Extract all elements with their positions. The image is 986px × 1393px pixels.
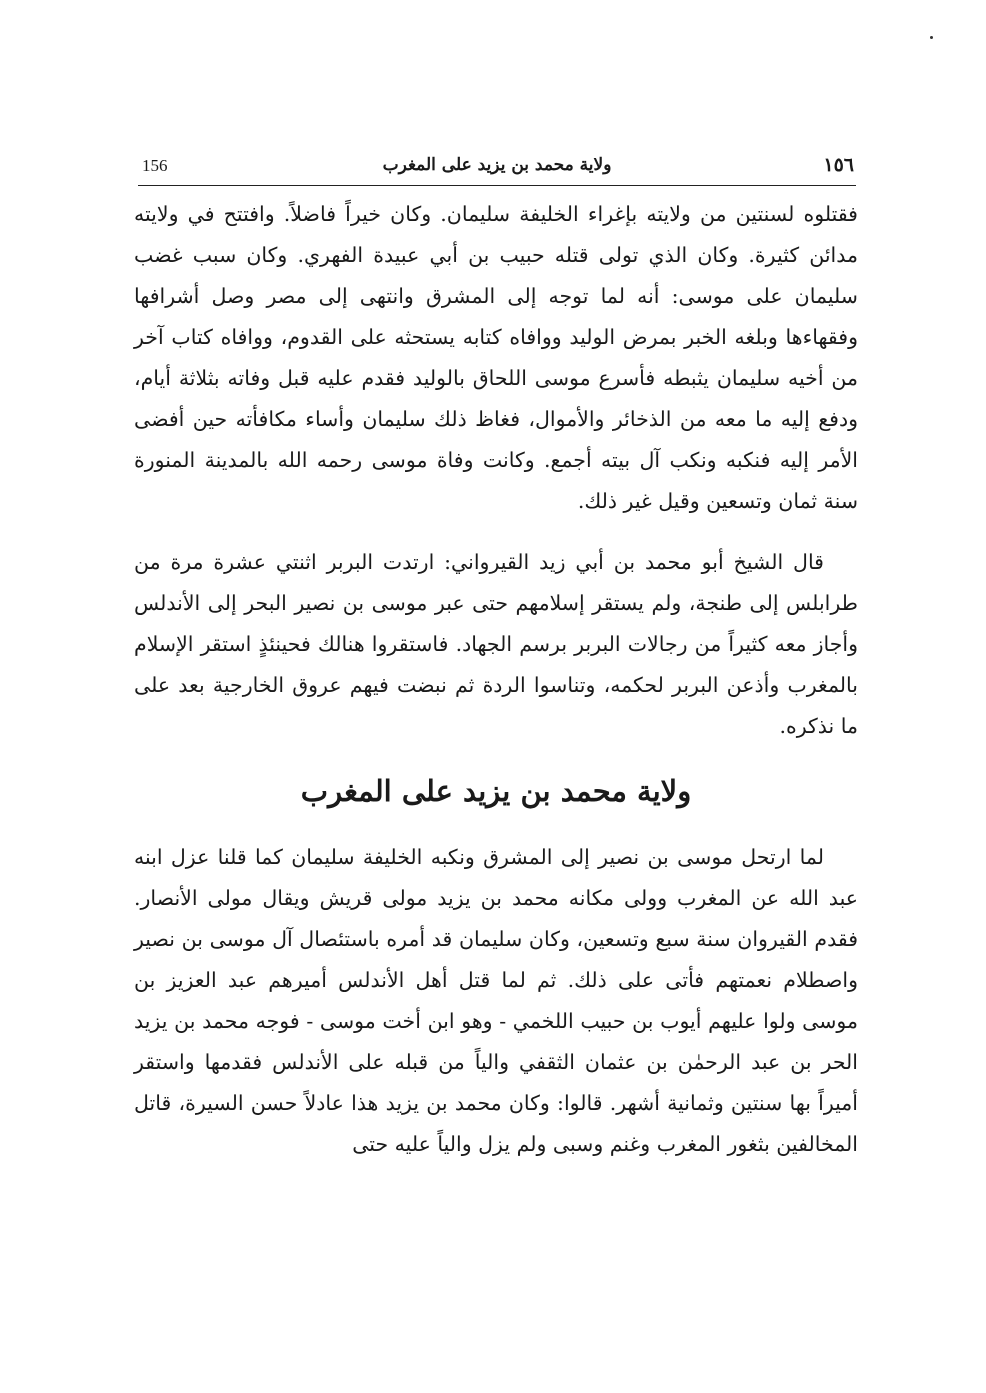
scan-speck <box>930 36 933 39</box>
page-header <box>138 152 856 186</box>
page-number-latin: 156 <box>142 156 168 175</box>
page-body <box>134 194 858 1165</box>
running-title: ولاية محمد بن يزيد على المغرب <box>382 155 612 175</box>
section-paragraph: لما ارتحل موسى بن نصير إلى المشرق ونكبه الخليفة سليمان كما قلنا عزل ابنه عبد الله عن المغرب وولى مكانه محمد بن يزيد مولى قريش ويقال مولى الأنصار. فقدم القيروان سنة سبع وتسعين، وكان سليمان قد أمره باستئصال آل موسى بن نصير واصطلام نعمتهم فأتى على ذلك. ثم لما قتل أهل الأندلس أميرهم عبد العزيز بن موسى ولوا عليهم أيوب بن حبيب اللخمي - وهو ابن أخت موسى - فوجه محمد بن يزيد الحر بن عبد الرحمٰن بن عثمان الثقفي والياً من قبله على الأندلس فقدمها واستقر أميراً بها سنتين وثمانية أشهر. قالوا: وكان محمد بن يزيد هذا عادلاً حسن السيرة، قاتل المخالفين بثغور المغرب وغنم وسبى ولم يزل والياً عليه حتى <box>134 845 858 1156</box>
page-number-arabic: ١٥٦ <box>823 154 854 176</box>
header-rule <box>138 185 856 186</box>
paragraph-2: قال الشيخ أبو محمد بن أبي زيد القيرواني: ارتدت البربر اثنتي عشرة مرة من طرابلس إلى طنجة، ولم يستقر إسلامهم حتى عبر موسى بن نصير البحر إلى الأندلس وأجاز معه كثيراً من رجالات البربر برسم الجهاد. فاستقروا هنالك فحينئذٍ استقر الإسلام بالمغرب وأذعن البربر لحكمه، وتناسوا الردة ثم نبضت فيهم عروق الخارجية بعد على ما نذكره. <box>134 550 858 738</box>
paragraph-1: فقتلوه لسنتين من ولايته بإغراء الخليفة سليمان. وكان خيراً فاضلاً. وافتتح في ولايته مدائن كثيرة. وكان الذي تولى قتله حبيب بن أبي عبيدة الفهري. وكان سبب غضب سليمان على موسى: أنه لما توجه إلى المشرق وانتهى إلى مصر وصل أشرافها وفقهاءها وبلغه الخبر بمرض الوليد ووافاه كتابه يستحثه على القدوم، ووافاه كتاب آخر من أخيه سليمان يثبطه فأسرع موسى اللحاق بالوليد فقدم عليه قبل وفاته بثلاثة أيام، ودفع إليه ما معه من الذخائر والأموال، فغاظ ذلك سليمان وأساء مكافأته حين أفضى الأمر إليه فنكبه ونكب آل بيته أجمع. وكانت وفاة موسى رحمه الله بالمدينة المنورة سنة ثمان وتسعين وقيل غير ذلك. <box>134 202 859 513</box>
section-title: ولاية محمد بن يزيد على المغرب <box>300 774 692 808</box>
